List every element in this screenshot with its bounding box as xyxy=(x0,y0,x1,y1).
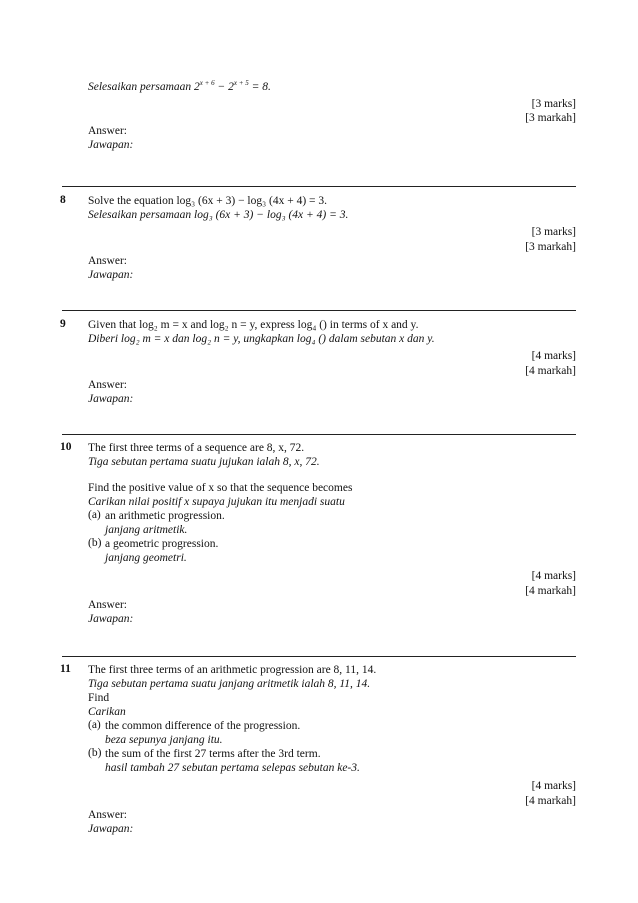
q11-malay-text: Tiga sebutan pertama suatu janjang aritmetik ialah 8, 11, 14. xyxy=(88,678,371,690)
q10-part-b-text-ms: janjang geometri. xyxy=(105,552,187,564)
q11-marks-ms: [4 markah] xyxy=(525,794,576,807)
q11-part-a xyxy=(88,719,576,747)
q8-marks xyxy=(62,225,576,254)
q10-part-a xyxy=(88,509,576,537)
divider xyxy=(62,656,576,657)
q11-find-text: Find xyxy=(88,692,110,704)
q8-malay-text: Selesaikan persamaan log₃ (6x + 3) − log₃ (4x + 4) = 3. xyxy=(88,209,349,221)
q9-answer-label-ms: Jawapan: xyxy=(88,393,134,405)
q10-marks-ms: [4 markah] xyxy=(525,584,576,597)
q11-part-b-text-ms: hasil tambah 27 sebutan pertama selepas sebutan ke-3. xyxy=(105,762,360,774)
q7-answer-label-ms: Jawapan: xyxy=(88,138,134,151)
q11-marks-en: [4 marks] xyxy=(531,780,576,792)
q8-answer-label-ms: Jawapan: xyxy=(88,269,134,281)
question-9 xyxy=(62,318,576,406)
q10-marks-en: [4 marks] xyxy=(531,570,576,582)
q7-marks-ms: [3 markah] xyxy=(525,112,576,125)
q10-part-b-label: (b) xyxy=(88,537,102,549)
q7-marks-en: [3 marks] xyxy=(531,97,576,110)
q10-marks xyxy=(62,569,576,598)
q10-find-text: Find the positive value of x so that the sequence becomes xyxy=(88,482,353,494)
divider xyxy=(62,186,576,187)
q11-part-b-text: the sum of the first 27 terms after the 3rd term. xyxy=(105,748,321,760)
q10-part-b-text: a geometric progression. xyxy=(105,538,219,550)
q11-part-b xyxy=(88,747,576,775)
q8-english-text: Solve the equation log₃ (6x + 3) − log₃ (4x + 4) = 3. xyxy=(88,195,328,207)
q7-answer-label: Answer: xyxy=(88,124,127,137)
q11-answer-label-ms: Jawapan: xyxy=(88,823,134,835)
question-7 xyxy=(62,76,576,152)
question-10 xyxy=(62,441,576,626)
q11-part-a-label: (a) xyxy=(88,719,101,731)
q11-marks xyxy=(62,779,576,808)
q10-find-text-ms: Carikan nilai positif x supaya jujukan itu menjadi suatu xyxy=(88,496,345,508)
q10-answer-label: Answer: xyxy=(88,599,127,611)
q11-english-text: The first three terms of an arithmetic progression are 8, 11, 14. xyxy=(88,664,377,676)
q10-malay-text: Tiga sebutan pertama suatu jujukan ialah 8, x, 72. xyxy=(88,456,320,468)
q10-part-a-text-ms: janjang aritmetik. xyxy=(105,524,188,536)
q10-english-text: The first three terms of a sequence are 8, x, 72. xyxy=(88,442,305,454)
q11-part-a-text: the common difference of the progression. xyxy=(105,720,301,732)
q9-marks-en: [4 marks] xyxy=(531,350,576,362)
divider xyxy=(62,310,576,311)
q9-number: 9 xyxy=(60,318,66,330)
question-11 xyxy=(62,663,576,836)
q9-answer-label: Answer: xyxy=(88,379,127,391)
question-8 xyxy=(62,194,576,282)
divider xyxy=(62,434,576,435)
q11-find-text-ms: Carikan xyxy=(88,706,126,718)
q9-english-text: Given that log₂ m = x and log₂ n = y, express log₄ () in terms of x and y. xyxy=(88,319,419,331)
q11-part-b-label: (b) xyxy=(88,747,102,759)
q9-marks xyxy=(62,349,576,378)
q7-malay-text: Selesaikan persamaan $2^{x + 6} - 2^{x + 5} = 8$. xyxy=(88,79,271,93)
q8-marks-en: [3 marks] xyxy=(531,226,576,238)
q10-part-b xyxy=(88,537,576,565)
q8-number: 8 xyxy=(60,194,66,206)
q9-malay-text: Diberi log₂ m = x dan log₂ n = y, ungkapkan log₄ () dalam sebutan x dan y. xyxy=(88,333,435,345)
q10-part-a-text: an arithmetic progression. xyxy=(105,510,225,522)
q10-number: 10 xyxy=(60,441,72,453)
q8-answer-label: Answer: xyxy=(88,255,127,267)
q10-answer-label-ms: Jawapan: xyxy=(88,613,134,625)
q11-number: 11 xyxy=(60,663,71,675)
q11-answer-label: Answer: xyxy=(88,809,127,821)
q9-marks-ms: [4 markah] xyxy=(525,364,576,377)
q10-part-a-label: (a) xyxy=(88,509,101,521)
q8-marks-ms: [3 markah] xyxy=(525,240,576,253)
q7-marks xyxy=(62,97,576,126)
q11-part-a-text-ms: beza sepunya janjang itu. xyxy=(105,734,223,746)
